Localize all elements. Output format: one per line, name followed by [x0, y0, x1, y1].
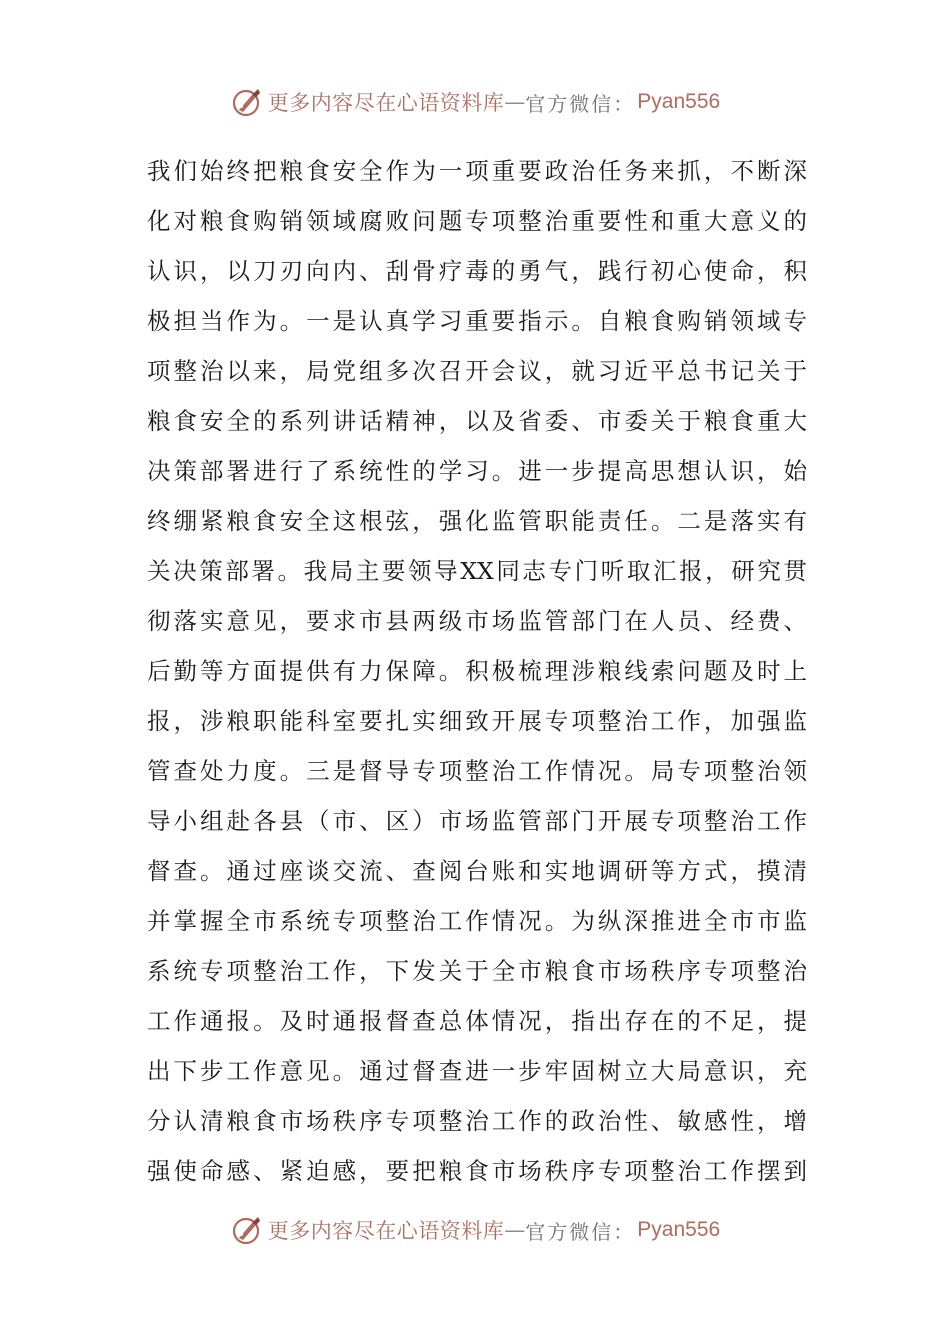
watermark-label: 官方微信：	[525, 1219, 636, 1244]
footer-watermark	[0, 1210, 950, 1250]
watermark-wechat-id: Pyan556	[637, 90, 721, 113]
document-body	[147, 146, 807, 1196]
text-line: 分认清粮食市场秩序专项整治工作的政治性、敏感性，增	[147, 1107, 807, 1135]
text-line: 极担当作为。一是认真学习重要指示。自粮食购销领域专	[147, 307, 807, 335]
watermark-label: 官方微信：	[525, 91, 636, 116]
watermark-main-text: 更多内容尽在心语资料库	[267, 1219, 505, 1243]
text-line: 认识，以刀刃向内、刮骨疗毒的勇气，践行初心使命，积	[147, 257, 807, 285]
watermark-main-text: 更多内容尽在心语资料库	[267, 91, 505, 115]
text-line: 化对粮食购销领域腐败问题专项整治重要性和重大意义的	[147, 207, 807, 235]
text-line: 后勤等方面提供有力保障。积极梳理涉粮线索问题及时上	[147, 657, 807, 685]
pen-nib-circle-icon	[230, 1213, 264, 1247]
watermark-wechat-id: Pyan556	[637, 1218, 721, 1241]
text-line: 我们始终把粮食安全作为一项重要政治任务来抓，不断深	[147, 157, 807, 185]
text-line: 彻落实意见，要求市县两级市场监管部门在人员、经费、	[147, 607, 807, 635]
text-line: 工作通报。及时通报督查总体情况，指出存在的不足，提	[147, 1007, 807, 1035]
text-line: 导小组赴各县（市、区）市场监管部门开展专项整治工作	[147, 807, 807, 835]
text-line: 决策部署进行了系统性的学习。进一步提高思想认识，始	[147, 457, 807, 485]
header-watermark	[0, 82, 950, 122]
text-line: 强使命感、紧迫感，要把粮食市场秩序专项整治工作摆到	[147, 1157, 807, 1185]
text-line: 终绷紧粮食安全这根弦，强化监管职能责任。二是落实有	[147, 507, 807, 535]
text-line: 关决策部署。我局主要领导XX同志专门听取汇报，研究贯	[147, 557, 807, 585]
text-line: 出下步工作意见。通过督查进一步牢固树立大局意识，充	[147, 1057, 807, 1085]
text-line: 系统专项整治工作，下发关于全市粮食市场秩序专项整治	[147, 957, 807, 985]
watermark-separator: —	[504, 90, 526, 114]
text-line: 报，涉粮职能科室要扎实细致开展专项整治工作，加强监	[147, 707, 807, 735]
text-line: 项整治以来，局党组多次召开会议，就习近平总书记关于	[147, 357, 807, 385]
text-line: 并掌握全市系统专项整治工作情况。为纵深推进全市市监	[147, 907, 807, 935]
text-line: 粮食安全的系列讲话精神，以及省委、市委关于粮食重大	[147, 407, 807, 435]
watermark-separator: —	[504, 1218, 526, 1242]
pen-nib-circle-icon	[230, 85, 264, 119]
text-line: 督查。通过座谈交流、查阅台账和实地调研等方式，摸清	[147, 857, 807, 885]
text-line: 管查处力度。三是督导专项整治工作情况。局专项整治领	[147, 757, 807, 785]
